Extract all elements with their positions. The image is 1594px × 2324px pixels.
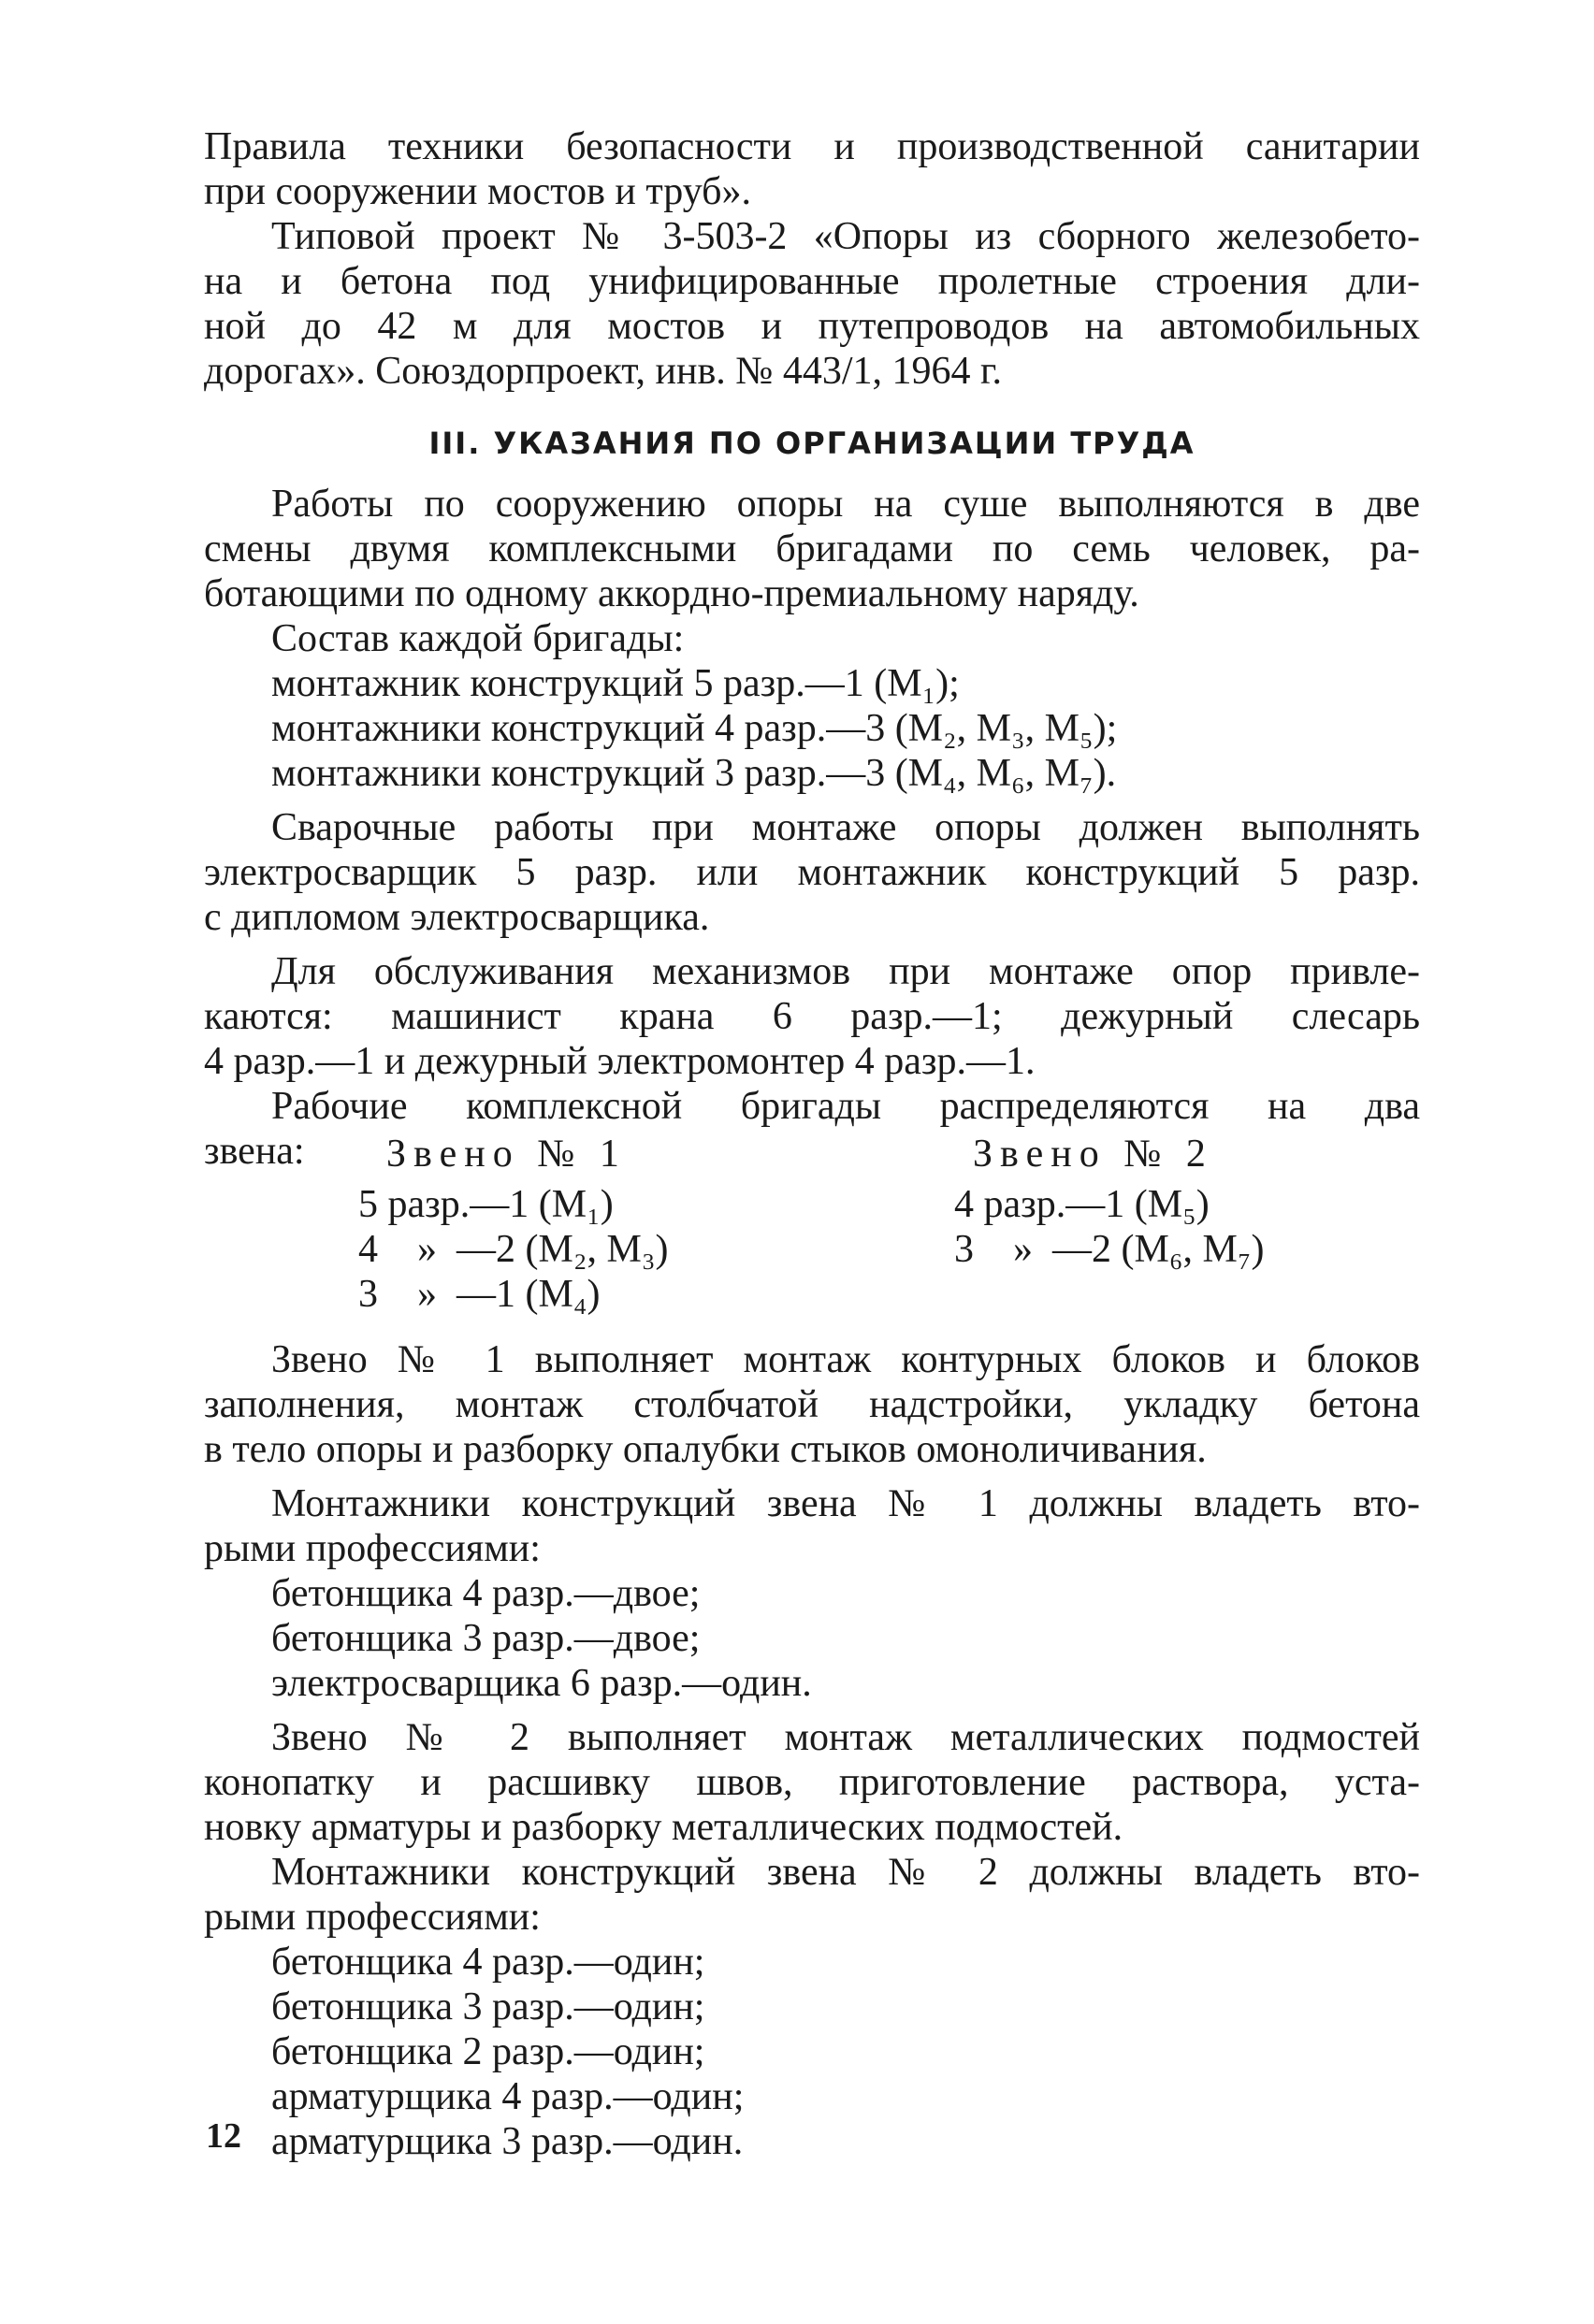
text-line: каются: машинист крана 6 разр.—1; дежурный слесарь bbox=[204, 995, 1420, 1038]
link-2-row: 3 » —2 (М₆, М₇) bbox=[954, 1228, 1265, 1271]
text-line: заполнения, монтаж столбчатой надстройки, укладку бетона bbox=[204, 1383, 1420, 1426]
link-1-row: 4 » —2 (М₂, М₃) bbox=[358, 1228, 669, 1271]
text-line: Звено № 2 выполняет монтаж металлических подмостей bbox=[271, 1716, 1420, 1759]
text-line: Монтажники конструкций звена № 2 должны владеть вто- bbox=[271, 1851, 1420, 1894]
text-line: ботающими по одному аккордно-премиальному наряду. bbox=[204, 572, 1139, 615]
list-item: арматурщика 4 разр.—один; bbox=[271, 2075, 745, 2118]
list-item: бетонщика 4 разр.—один; bbox=[271, 1941, 705, 1984]
link-1-block bbox=[358, 1132, 668, 1317]
text-line: рыми профессиями: bbox=[204, 1896, 541, 1939]
text-line: электросварщик 5 разр. или монтажник конструкций 5 разр. bbox=[204, 851, 1420, 894]
references-block bbox=[204, 124, 1420, 394]
text-line: 4 разр.—1 и дежурный электромонтер 4 разр.—1. bbox=[204, 1040, 1036, 1083]
list-item: электросварщика 6 разр.—один. bbox=[271, 1662, 812, 1705]
link-1-heading: Звено № 1 bbox=[386, 1133, 627, 1176]
link-1-row: 3 » —1 (М₄) bbox=[358, 1273, 601, 1316]
text-line: Правила техники безопасности и производственной санитарии bbox=[204, 125, 1420, 168]
text-line: Рабочие комплексной бригады распределяются на два bbox=[271, 1085, 1420, 1128]
text-line: Работы по сооружению опоры на суше выполняются в две bbox=[271, 483, 1420, 526]
list-item: бетонщика 3 разр.—один; bbox=[271, 1985, 705, 2028]
text-line: рыми профессиями: bbox=[204, 1527, 541, 1570]
list-item: монтажник конструкций 5 разр.—1 (М₁); bbox=[271, 662, 960, 705]
link-2-row: 4 разр.—1 (М₅) bbox=[954, 1183, 1210, 1226]
text-line: смены двумя комплексными бригадами по семь человек, ра- bbox=[204, 527, 1420, 570]
section-body bbox=[204, 482, 1420, 1174]
text-line: Сварочные работы при монтаже опоры должен выполнять bbox=[271, 806, 1420, 849]
list-item: монтажники конструкций 4 разр.—3 (М₂, М₃, М₅); bbox=[271, 707, 1118, 750]
list-item: бетонщика 2 разр.—один; bbox=[271, 2030, 705, 2073]
text-line: Состав каждой бригады: bbox=[271, 617, 685, 660]
section-heading: III. УКАЗАНИЯ ПО ОРГАНИЗАЦИИ ТРУДА bbox=[428, 426, 1196, 461]
text-line: звена: bbox=[204, 1130, 305, 1173]
link-1-row: 5 разр.—1 (М₁) bbox=[358, 1183, 614, 1226]
text-line: в тело опоры и разборку опалубки стыков омоноличивания. bbox=[204, 1428, 1207, 1471]
bottom-body bbox=[204, 1337, 1420, 2164]
list-item: арматурщика 3 разр.—один. bbox=[271, 2120, 744, 2163]
text-line: новку арматуры и разборку металлических подмостей. bbox=[204, 1806, 1123, 1849]
text-line: Звено № 1 выполняет монтаж контурных блоков и блоков bbox=[271, 1338, 1420, 1381]
list-item: монтажники конструкций 3 разр.—3 (М₄, М₆, М₇). bbox=[271, 752, 1117, 795]
text-line: ной до 42 м для мостов и путепроводов на автомобильных bbox=[204, 305, 1420, 348]
text-line: Монтажники конструкций звена № 1 должны владеть вто- bbox=[271, 1482, 1420, 1525]
text-line: на и бетона под унифицированные пролетные строения дли- bbox=[204, 260, 1420, 303]
list-item: бетонщика 3 разр.—двое; bbox=[271, 1617, 701, 1660]
list-item: бетонщика 4 разр.—двое; bbox=[271, 1572, 701, 1615]
link-2-heading: Звено № 2 bbox=[973, 1133, 1213, 1176]
text-line: конопатку и расшивку швов, приготовление раствора, уста- bbox=[204, 1761, 1420, 1804]
text-line: дорогах». Союздорпроект, инв. № 443/1, 1964 г. bbox=[204, 350, 1003, 393]
text-line: Типовой проект № 3-503-2 «Опоры из сборного железобето- bbox=[271, 215, 1420, 258]
text-line: при сооружении мостов и труб». bbox=[204, 170, 752, 213]
text-line: с дипломом электросварщика. bbox=[204, 896, 710, 939]
page-number: 12 bbox=[206, 2116, 241, 2156]
link-2-block bbox=[954, 1132, 1264, 1272]
text-line: Для обслуживания механизмов при монтаже опор привле- bbox=[271, 950, 1420, 993]
